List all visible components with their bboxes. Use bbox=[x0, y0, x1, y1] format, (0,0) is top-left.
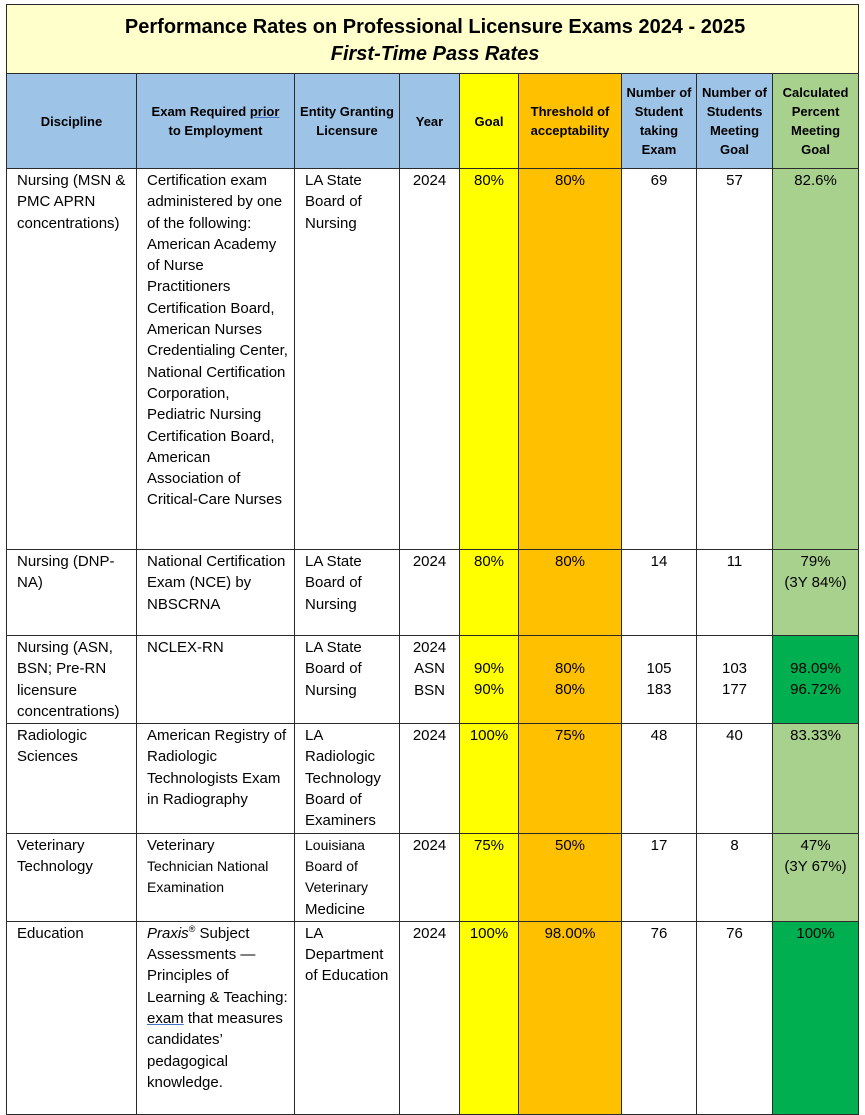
header-row bbox=[7, 74, 859, 169]
header-year: Year bbox=[400, 74, 460, 169]
licensure-table-sheet bbox=[6, 4, 858, 1115]
calculated-asn: 98.09% bbox=[790, 660, 841, 677]
cell-year bbox=[400, 636, 460, 724]
header-entity: Entity Granting Licensure bbox=[295, 74, 400, 169]
cell-goal: 100% bbox=[460, 724, 519, 833]
cell-entity: LA State Board of Nursing bbox=[295, 636, 400, 724]
exam-link: exam bbox=[147, 1010, 184, 1028]
cell-discipline: Education bbox=[7, 921, 137, 1114]
cell-num-taking: 17 bbox=[622, 833, 697, 921]
exam-line-a: Veterinary bbox=[147, 836, 215, 854]
cell-year: 2024 bbox=[400, 921, 460, 1114]
cell-num-taking: 48 bbox=[622, 724, 697, 833]
cell-calculated: 83.33% bbox=[773, 724, 859, 833]
header-calculated: Calculated Percent Meeting Goal bbox=[773, 74, 859, 169]
cell-entity: LA Radiologic Technology Board of Examiners bbox=[295, 724, 400, 833]
year-bsn-label: BSN bbox=[414, 681, 445, 699]
calculated-value: 47% bbox=[800, 836, 831, 854]
exam-line-b: Technician National Examination bbox=[147, 857, 269, 896]
cell-year: 2024 bbox=[400, 833, 460, 921]
header-discipline: Discipline bbox=[7, 74, 137, 169]
cell-num-taking: 14 bbox=[622, 550, 697, 636]
cell-threshold: 80% bbox=[519, 169, 622, 550]
header-exam bbox=[137, 74, 295, 169]
cell-year: 2024 bbox=[400, 550, 460, 636]
meeting-asn: 103 bbox=[721, 660, 748, 677]
cell-exam bbox=[137, 921, 295, 1114]
cell-exam: American Registry of Radiologic Technologists Exam in Radiography bbox=[137, 724, 295, 833]
cell-goal: 80% bbox=[460, 550, 519, 636]
cell-calculated: 82.6% bbox=[773, 169, 859, 550]
cell-goal bbox=[460, 636, 519, 724]
cell-num-meeting: 76 bbox=[697, 921, 773, 1114]
year-asn-label: ASN bbox=[414, 660, 445, 678]
cell-num-taking: 69 bbox=[622, 169, 697, 550]
goal-bsn: 90% bbox=[473, 681, 505, 699]
cell-entity: LA State Board of Nursing bbox=[295, 550, 400, 636]
taking-asn: 105 bbox=[646, 660, 672, 677]
entity-line-b: Medicine bbox=[305, 900, 366, 918]
header-goal: Goal bbox=[460, 74, 519, 169]
header-exam-text-c: to Employment bbox=[168, 123, 263, 138]
threshold-bsn: 80% bbox=[554, 681, 586, 699]
cell-entity: LA Department of Education bbox=[295, 921, 400, 1114]
cell-year: 2024 bbox=[400, 169, 460, 550]
cell-goal: 75% bbox=[460, 833, 519, 921]
cell-num-meeting bbox=[697, 636, 773, 724]
cell-num-meeting: 11 bbox=[697, 550, 773, 636]
cell-discipline: Nursing (ASN, BSN; Pre-RN licensure concentrations) bbox=[7, 636, 137, 724]
calculated-3y-note: (3Y 84%) bbox=[784, 574, 847, 592]
cell-num-meeting: 40 bbox=[697, 724, 773, 833]
cell-threshold: 75% bbox=[519, 724, 622, 833]
page-title: Performance Rates on Professional Licensure Exams 2024 - 2025 bbox=[124, 16, 746, 38]
table-row bbox=[7, 169, 859, 550]
cell-goal: 100% bbox=[460, 921, 519, 1114]
cell-num-taking: 76 bbox=[622, 921, 697, 1114]
calculated-3y-note: (3Y 67%) bbox=[784, 857, 847, 875]
goal-asn: 90% bbox=[473, 660, 505, 677]
cell-threshold: 80% bbox=[519, 550, 622, 636]
entity-line-a: Louisiana Board of Veterinary bbox=[305, 836, 369, 896]
header-num-meeting: Number of Students Meeting Goal bbox=[697, 74, 773, 169]
table-row bbox=[7, 550, 859, 636]
meeting-bsn: 177 bbox=[721, 681, 748, 699]
table-row bbox=[7, 833, 859, 921]
cell-calculated bbox=[773, 550, 859, 636]
header-threshold: Threshold of acceptability bbox=[519, 74, 622, 169]
cell-entity bbox=[295, 833, 400, 921]
exam-text-a: Subject Assessments — Principles of Learning & Teaching: bbox=[147, 924, 288, 1006]
year-value: 2024 bbox=[412, 639, 447, 656]
cell-discipline: Nursing (DNP-NA) bbox=[7, 550, 137, 636]
table-row bbox=[7, 724, 859, 833]
cell-calculated bbox=[773, 833, 859, 921]
exam-registered-mark: ® bbox=[188, 923, 196, 934]
header-exam-prior: prior bbox=[249, 104, 280, 119]
cell-discipline: Radiologic Sciences bbox=[7, 724, 137, 833]
table-row bbox=[7, 921, 859, 1114]
cell-discipline: Veterinary Technology bbox=[7, 833, 137, 921]
cell-exam: NCLEX-RN bbox=[137, 636, 295, 724]
exam-text-b: that measures candidates’ pedagogical knowledge. bbox=[147, 1010, 283, 1091]
taking-bsn: 183 bbox=[646, 681, 672, 699]
cell-exam: National Certification Exam (NCE) by NBSCRNA bbox=[137, 550, 295, 636]
cell-num-meeting: 57 bbox=[697, 169, 773, 550]
cell-calculated: 100% bbox=[773, 921, 859, 1114]
cell-num-taking bbox=[622, 636, 697, 724]
table-row bbox=[7, 636, 859, 724]
header-exam-text-a: Exam Required bbox=[151, 104, 250, 119]
exam-praxis: Praxis bbox=[147, 924, 189, 942]
cell-year: 2024 bbox=[400, 724, 460, 833]
title-cell bbox=[7, 5, 859, 74]
threshold-asn: 80% bbox=[554, 660, 586, 677]
cell-threshold: 50% bbox=[519, 833, 622, 921]
page-subtitle: First-Time Pass Rates bbox=[330, 43, 540, 65]
cell-discipline: Nursing (MSN & PMC APRN concentrations) bbox=[7, 169, 137, 550]
cell-goal: 80% bbox=[460, 169, 519, 550]
licensure-table bbox=[6, 4, 859, 1115]
calculated-value: 79% bbox=[800, 553, 831, 570]
calculated-bsn: 96.72% bbox=[790, 681, 841, 699]
cell-threshold bbox=[519, 636, 622, 724]
header-num-taking: Number of Student taking Exam bbox=[622, 74, 697, 169]
cell-calculated bbox=[773, 636, 859, 724]
cell-exam bbox=[137, 833, 295, 921]
cell-threshold: 98.00% bbox=[519, 921, 622, 1114]
cell-num-meeting: 8 bbox=[697, 833, 773, 921]
cell-exam: Certification exam administered by one of the following: American Academy of Nurse Practitioners Certification Board, American Nurses Credentialing Center, National Certification Corporation, Pediatric Nursing Certification Board, American Association of Critical-Care Nurses bbox=[137, 169, 295, 550]
cell-entity: LA State Board of Nursing bbox=[295, 169, 400, 550]
